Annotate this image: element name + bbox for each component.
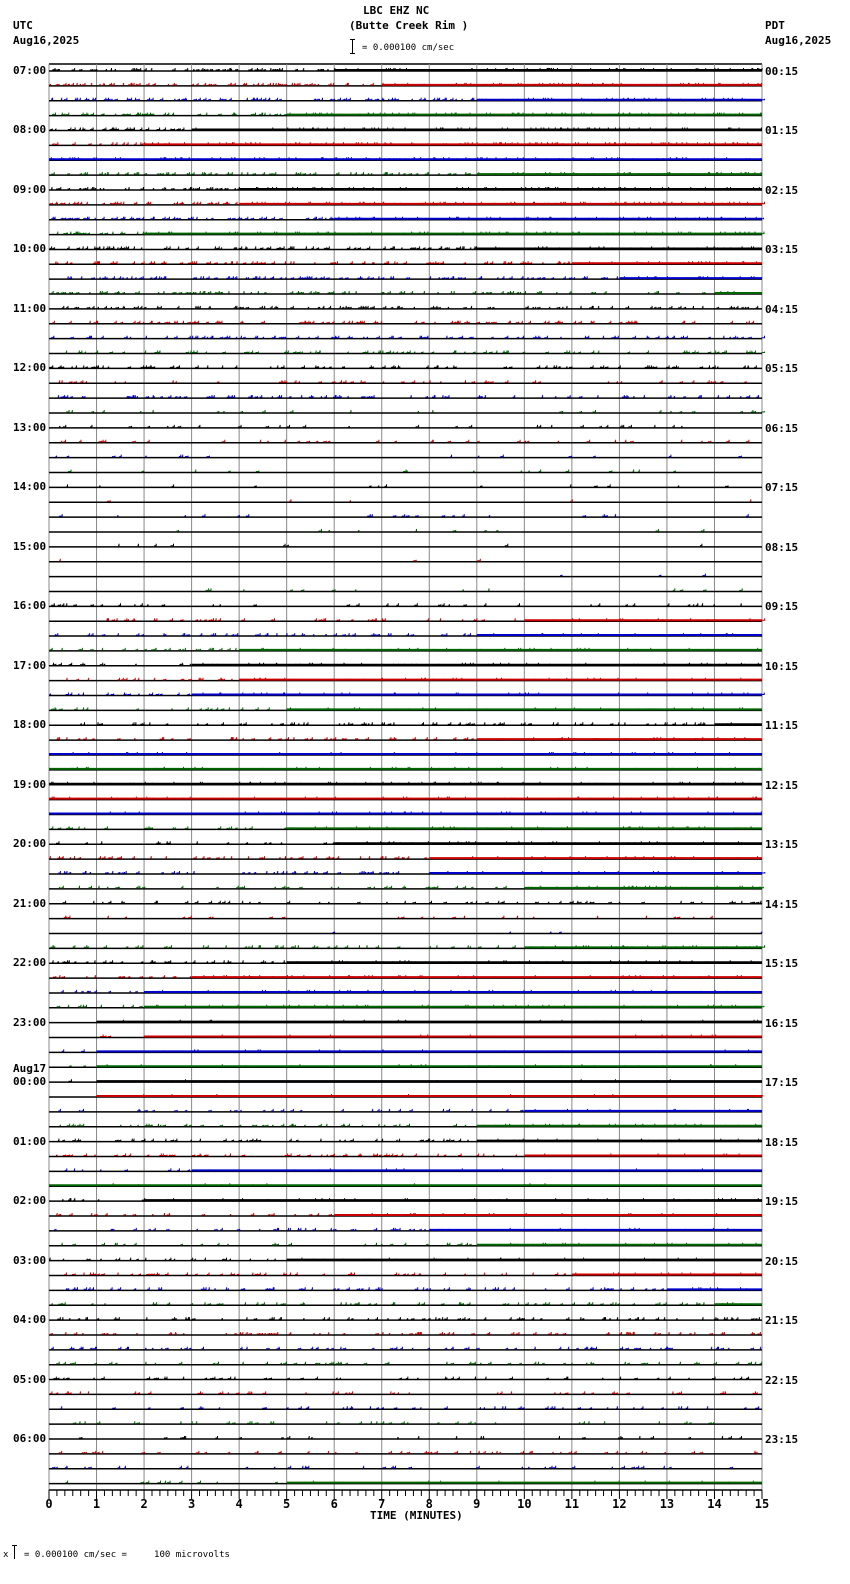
left-timezone: UTC (13, 19, 33, 32)
utc-time-label: 20:00 (13, 837, 47, 851)
trace-row (49, 663, 762, 666)
trace-row (49, 1049, 762, 1052)
trace-row (49, 202, 765, 205)
utc-time-label: 06:00 (13, 1432, 47, 1446)
trace-row (49, 1168, 762, 1171)
trace-row (49, 1391, 762, 1394)
trace-row (49, 1139, 762, 1142)
station-title: LBC EHZ NC (363, 4, 430, 17)
pdt-time-label: 04:15 (765, 302, 799, 316)
utc-time-label: 08:00 (13, 123, 47, 137)
utc-time-label: 09:00 (13, 182, 47, 196)
trace-row (49, 1035, 762, 1038)
trace-row (49, 901, 762, 904)
pdt-time-label: 13:15 (765, 838, 799, 852)
trace-row (49, 960, 762, 963)
utc-time-label: 07:00 (13, 64, 47, 77)
trace-row (49, 737, 762, 740)
pdt-time-label: 00:15 (765, 65, 799, 78)
trace-row (49, 276, 762, 279)
utc-time-label: 05:00 (13, 1372, 47, 1386)
trace-row (49, 1198, 762, 1201)
trace-row (49, 678, 762, 681)
pdt-time-label: 01:15 (765, 124, 799, 138)
pdt-time-label: 02:15 (765, 183, 799, 197)
trace-row (49, 871, 765, 874)
trace-row (49, 113, 762, 116)
utc-time-label: 14:00 (13, 480, 47, 494)
scale-label: = 0.000100 cm/sec (362, 43, 455, 53)
right-date: Aug16,2025 (765, 34, 832, 47)
footer-scale-bar-icon (14, 1545, 15, 1559)
right-timezone: PDT (765, 19, 785, 32)
trace-row (49, 455, 762, 458)
x-tick-label: 15 (754, 1497, 770, 1511)
trace-row (49, 812, 762, 815)
trace-row (49, 1005, 764, 1008)
trace-row (49, 128, 762, 131)
footer-scale-note: = 0.000100 cm/sec = 100 microvolts (24, 1550, 230, 1560)
trace-row (49, 1451, 762, 1454)
utc-time-label: 04:00 (13, 1313, 47, 1327)
trace-row (49, 588, 762, 591)
x-tick-label: 0 (45, 1497, 53, 1511)
x-tick-label: 12 (612, 1497, 627, 1511)
pdt-time-label: 09:15 (765, 600, 799, 614)
trace-row (49, 1079, 762, 1082)
trace-row (49, 306, 762, 309)
trace-row (49, 395, 762, 398)
trace-row (49, 514, 762, 517)
trace-row (49, 648, 762, 651)
x-tick-label: 6 (330, 1497, 338, 1511)
trace-row (49, 1154, 762, 1157)
trace-row (49, 752, 762, 755)
utc-time-label: 01:00 (13, 1134, 47, 1148)
x-tick-label: 3 (187, 1497, 196, 1511)
x-tick-label: 1 (92, 1497, 101, 1511)
pdt-time-label: 20:15 (765, 1254, 799, 1268)
trace-row (49, 261, 762, 264)
trace-row (49, 1273, 762, 1276)
pdt-time-label: 12:15 (765, 778, 799, 792)
trace-row (49, 932, 762, 934)
trace-row (49, 425, 762, 428)
trace-row (49, 782, 762, 785)
utc-time-label: 13:00 (13, 420, 47, 434)
trace-row (49, 916, 762, 919)
x-tick-label: 11 (564, 1497, 580, 1511)
trace-row (49, 1317, 762, 1320)
x-tick-label: 8 (425, 1497, 433, 1511)
trace-row (49, 841, 762, 844)
pdt-time-label: 22:15 (765, 1373, 799, 1387)
pdt-time-label: 18:15 (765, 1135, 799, 1149)
trace-row (49, 172, 762, 175)
pdt-time-label: 16:15 (765, 1016, 799, 1030)
trace-row (49, 499, 762, 502)
trace-row (49, 217, 764, 220)
trace-row (49, 1258, 762, 1261)
pdt-time-label: 03:15 (765, 243, 799, 257)
pdt-time-label: 11:15 (765, 719, 799, 733)
x-tick-label: 4 (235, 1497, 243, 1511)
trace-row (49, 618, 765, 621)
trace-row (49, 544, 762, 547)
utc-time-label: 11:00 (13, 301, 47, 315)
trace-row (49, 484, 762, 487)
trace-row (49, 380, 762, 383)
pdt-time-label: 10:15 (765, 659, 799, 673)
x-tick-label: 14 (707, 1497, 722, 1511)
utc-time-label: 21:00 (13, 896, 47, 910)
trace-row (49, 722, 762, 725)
trace-row (49, 1287, 762, 1290)
trace-row (49, 826, 762, 829)
pdt-time-label: 06:15 (765, 421, 799, 435)
trace-row (49, 1020, 762, 1023)
site-name: (Butte Creek Rim ) (349, 19, 469, 32)
trace-row (49, 1243, 762, 1246)
utc-time-label: 22:00 (13, 956, 47, 970)
trace-row (49, 797, 762, 800)
trace-row (49, 142, 762, 145)
trace-row (49, 68, 762, 71)
trace-row (49, 1124, 762, 1127)
trace-row (49, 975, 762, 978)
utc-time-label: 12:00 (13, 361, 47, 375)
trace-row (49, 574, 762, 577)
trace-row (49, 945, 765, 948)
x-axis-title: TIME (MINUTES) (370, 1509, 463, 1522)
footer-marker: x (3, 1550, 9, 1560)
trace-row (49, 365, 762, 368)
trace-row (49, 1466, 762, 1469)
date-change-label: Aug17 (13, 1062, 47, 1076)
trace-row (49, 767, 762, 770)
x-tick-label: 2 (140, 1497, 148, 1511)
trace-row (49, 1347, 762, 1350)
trace-row (49, 633, 762, 636)
utc-time-label: 23:00 (13, 1015, 47, 1029)
footer-scale-bar-top (12, 1545, 17, 1546)
trace-row (49, 990, 762, 993)
trace-row (49, 856, 762, 859)
trace-row (49, 1302, 762, 1305)
trace-row (49, 83, 762, 86)
trace-row (49, 693, 764, 696)
trace-row (49, 440, 762, 443)
pdt-time-label: 19:15 (765, 1195, 799, 1209)
trace-row (49, 470, 762, 473)
trace-row (49, 1436, 762, 1439)
utc-time-label: 17:00 (13, 658, 47, 672)
trace-row (49, 98, 765, 101)
trace-row (49, 321, 762, 324)
trace-row (49, 1421, 762, 1424)
trace-row (49, 559, 762, 562)
utc-time-label: 18:00 (13, 718, 47, 732)
pdt-time-label: 05:15 (765, 362, 799, 376)
trace-row (49, 1332, 762, 1335)
trace-row (49, 886, 763, 889)
trace-row (49, 1109, 762, 1112)
utc-time-label: 03:00 (13, 1253, 47, 1267)
trace-row (49, 157, 762, 160)
pdt-time-label: 14:15 (765, 897, 799, 911)
trace-row (49, 1094, 763, 1097)
trace-row (49, 291, 762, 294)
x-tick-label: 10 (517, 1497, 532, 1511)
utc-time-label: 19:00 (13, 777, 47, 791)
utc-time-label: 00:00 (13, 1075, 47, 1089)
x-tick-label: 7 (378, 1497, 386, 1511)
trace-row (49, 410, 764, 413)
trace-row (49, 336, 765, 339)
x-tick-label: 13 (659, 1497, 675, 1511)
trace-row (49, 246, 762, 249)
pdt-time-label: 15:15 (765, 957, 799, 971)
left-date: Aug16,2025 (13, 34, 80, 47)
utc-time-label: 16:00 (13, 599, 47, 613)
trace-row (49, 232, 764, 235)
trace-row (49, 1362, 762, 1365)
trace-row (49, 351, 765, 354)
pdt-time-label: 07:15 (765, 481, 799, 495)
trace-row (49, 1406, 762, 1409)
utc-time-label: 15:00 (13, 539, 47, 553)
x-tick-label: 5 (283, 1497, 291, 1511)
trace-row (49, 1064, 762, 1067)
trace-row (49, 529, 762, 532)
utc-time-label: 10:00 (13, 242, 47, 256)
trace-row (49, 1481, 762, 1484)
pdt-time-label: 17:15 (765, 1076, 799, 1090)
pdt-time-label: 21:15 (765, 1314, 799, 1328)
trace-row (49, 1213, 762, 1216)
trace-row (49, 1377, 762, 1380)
trace-row (49, 1228, 762, 1231)
trace-row (49, 603, 762, 606)
utc-time-label: 02:00 (13, 1194, 47, 1208)
pdt-time-label: 23:15 (765, 1433, 799, 1447)
trace-row (49, 707, 762, 710)
pdt-time-label: 08:15 (765, 540, 799, 554)
trace-row (49, 1183, 762, 1186)
trace-row (49, 187, 762, 190)
x-tick-label: 9 (473, 1497, 481, 1511)
